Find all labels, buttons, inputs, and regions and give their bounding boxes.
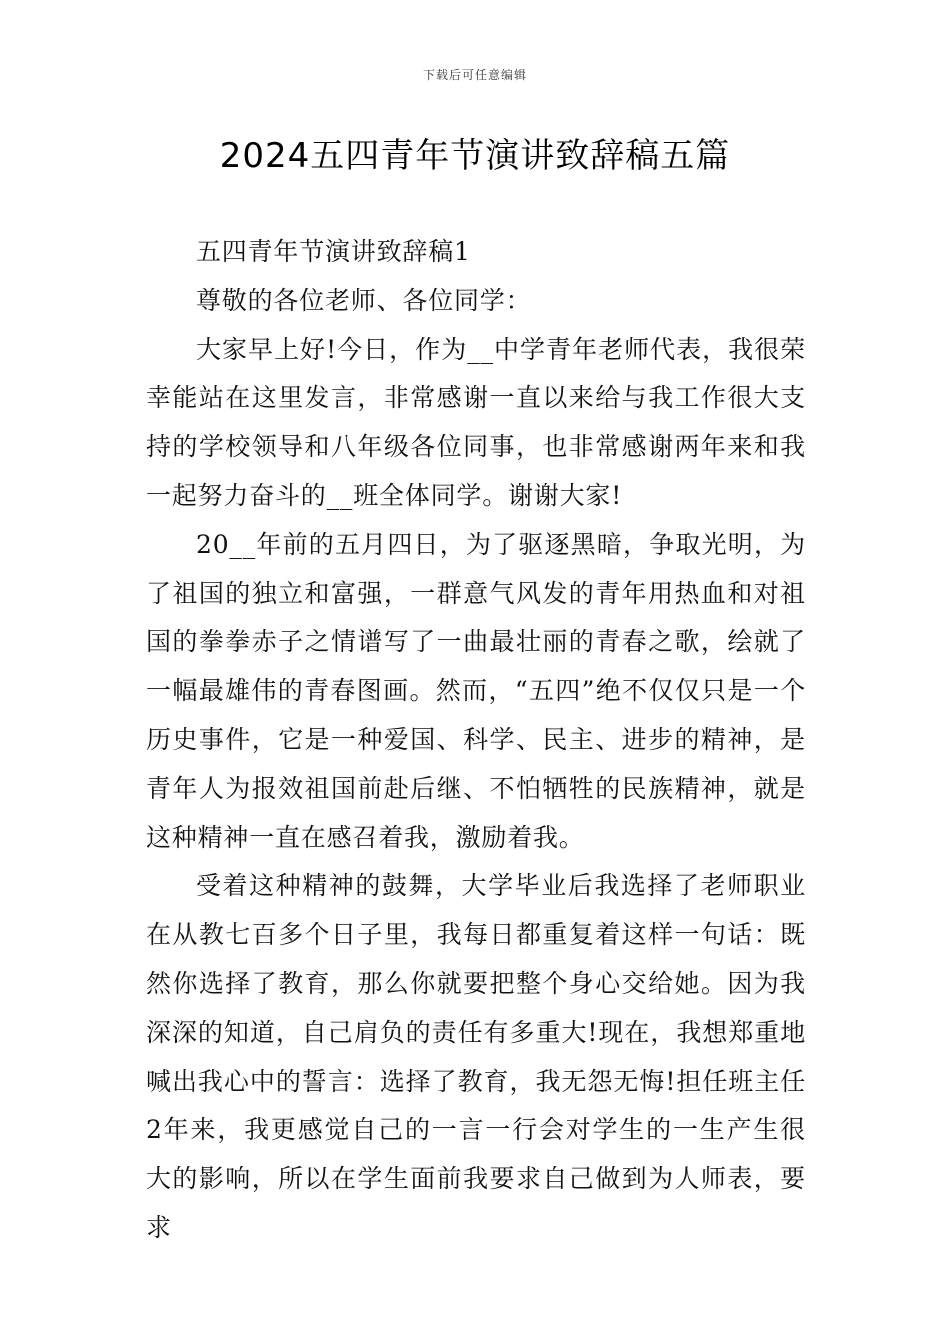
section-heading: 五四青年节演讲致辞稿1 bbox=[196, 237, 471, 266]
body-paragraph: 受着这种精神的鼓舞，大学毕业后我选择了老师职业在从教七百多个日子里，我每日都重复着这样一句话：既然你选择了教育，那么你就要把整个身心交给她。因为我深深的知道，自己肩负的责任有多重大!现在，我想郑重地喊出我心中的誓言：选择了教育，我无怨无悔!担任班主任2年来，我更感觉自己的一言一行会对学生的一生产生很大的影响，所以在学生面前我要求自己做到为人师表，要求 bbox=[146, 871, 806, 1242]
body-paragraph: 20__年前的五月四日，为了驱逐黑暗，争取光明，为了祖国的独立和富强，一群意气风发的青年用热血和对祖国的拳拳赤子之情谱写了一曲最壮丽的青春之歌，绘就了一幅最雄伟的青春图画。然而，“五四”绝不仅仅只是一个历史事件，它是一种爱国、科学、民主、进步的精神，是青年人为报效祖国前赴后继、不怕牺牲的民族精神，就是这种精神一直在感召着我，激励着我。 bbox=[146, 529, 806, 852]
header-note: 下载后可任意编辑 bbox=[422, 68, 527, 82]
salutation: 尊敬的各位老师、各位同学： bbox=[196, 285, 532, 315]
body-paragraph: 大家早上好!今日，作为__中学青年老师代表，我很荣幸能站在这里发言，非常感谢一直以来给与我工作很大支持的学校领导和八年级各位同事，也非常感谢两年来和我一起努力奋斗的__班全体同学。谢谢大家! bbox=[146, 334, 806, 510]
document-body bbox=[146, 228, 806, 1253]
document-title: 2024五四青年节演讲致辞稿五篇 bbox=[219, 136, 731, 176]
